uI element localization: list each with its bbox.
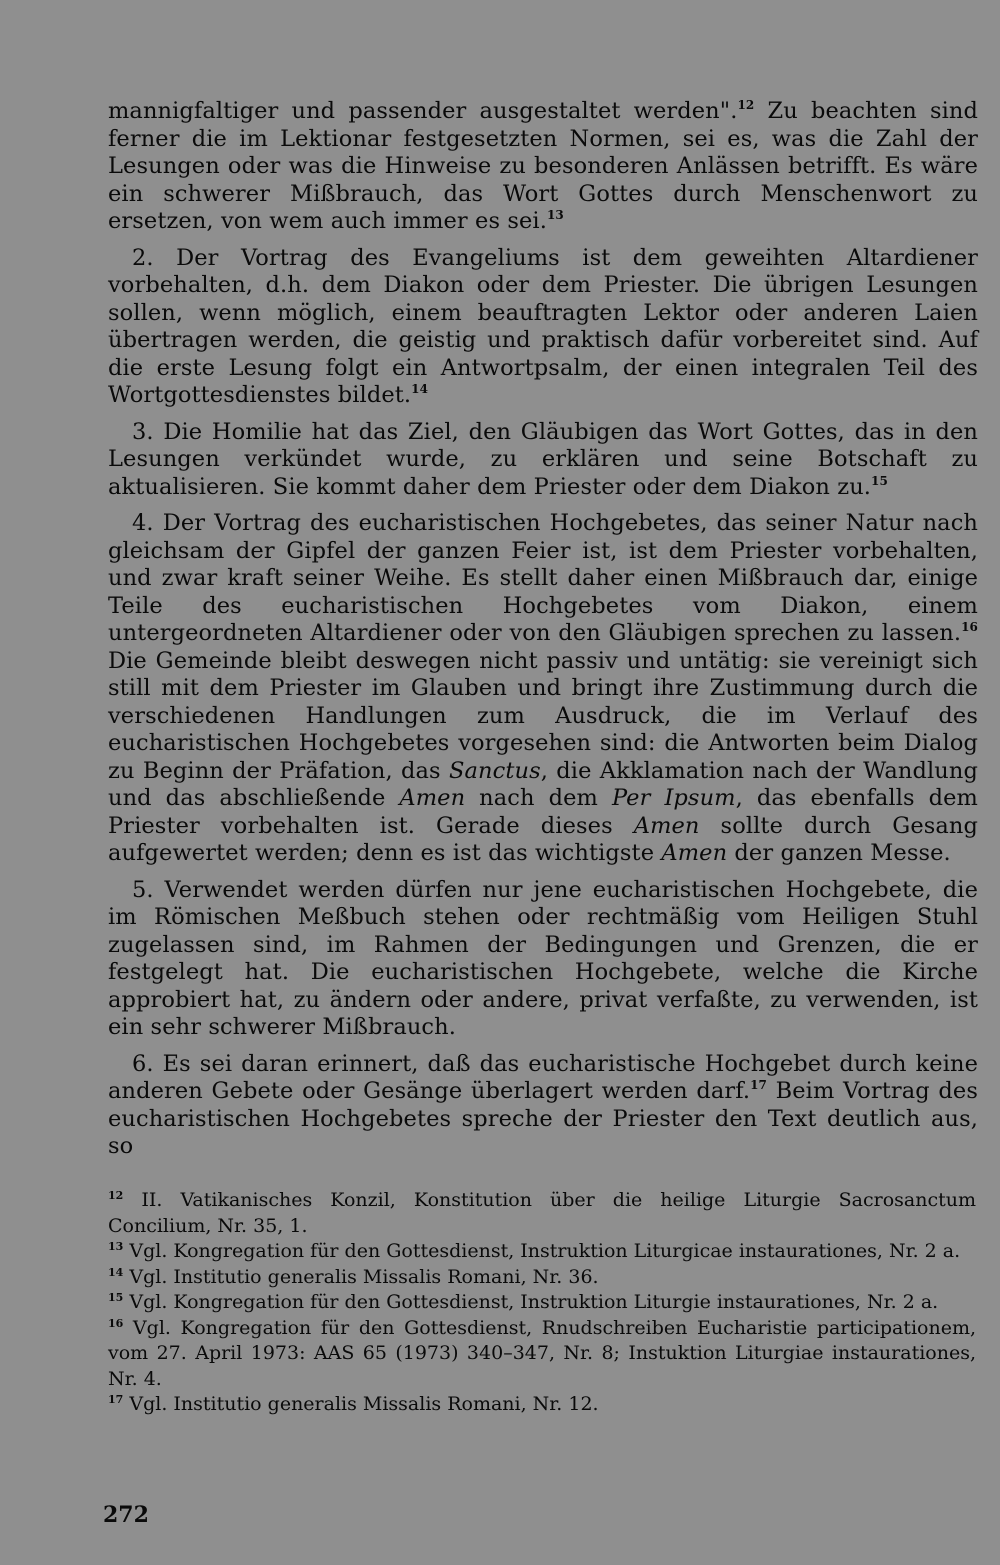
paragraph-5 [108, 877, 978, 1042]
footnote-13 [108, 1239, 976, 1265]
text-span: der ganzen Messe. [727, 840, 951, 866]
text-span: Die Gemeinde bleibt deswegen nicht passiv und untätig: sie vereinigt sich still mit dem Priester im Glauben und bringt ihre Zustimmung durch die verschiedenen Handlungen zum Ausdruck, die im Verlauf des eucharistischen Hochgebetes vorgesehen sind: die Antworten beim Dialog zu Beginn der Präfation, das [108, 647, 978, 784]
text-span: Beim Vortrag des eucharistischen Hochgebetes spreche der Priester den Text deutlich aus, so [108, 1078, 978, 1159]
footnote-ref[interactable]: 13 [546, 208, 564, 222]
page-number: 272 [103, 1502, 149, 1528]
footnote-text: Vgl. Kongregation für den Gottesdienst, Instruktion Liturgicae instaurationes, Nr. 2 a. [123, 1240, 961, 1262]
paragraph-3 [108, 419, 978, 502]
text-span: Zu beachten sind ferner die im Lektionar festgesetzten Normen, sei es, was die Zahl der Lesungen oder was die Hinweise zu besonderen Anlässen betrifft. Es wäre ein schwerer Mißbrauch, das Wort Gottes durch Menschenwort zu ersetzen, von wem auch immer es sei. [108, 98, 978, 234]
footnote-text: II. Vatikanisches Konzil, Konstitution über die heilige Liturgie Sacrosanctum Concilium, Nr. 35, 1. [108, 1189, 976, 1237]
footnote-16 [108, 1316, 976, 1393]
footnote-number: 12 [108, 1189, 124, 1202]
text-span: sollte durch Gesang aufgewertet werden; denn es ist das wichtigste [108, 812, 978, 866]
text-span: mannigfaltiger und passender ausgestaltet werden". [108, 98, 738, 124]
footnote-14 [108, 1265, 976, 1291]
text-span: , das ebenfalls dem Priester vorbehalten ist. Gerade dieses [108, 785, 978, 839]
main-text [108, 98, 978, 1161]
italic-term: Amen [661, 840, 728, 866]
italic-term: Amen [399, 785, 466, 811]
footnote-text: Vgl. Institutio generalis Missalis Romani, Nr. 12. [123, 1393, 599, 1415]
footnote-12 [108, 1188, 976, 1239]
text-span: 4. Der Vortrag des eucharistischen Hochgebetes, das seiner Natur nach gleichsam der Gipfel der ganzen Feier ist, ist dem Priester vorbehalten, und zwar kraft seiner Weihe. Es stellt daher einen Mißbrauch dar, einige Teile des eucharistischen Hochgebetes vom Diakon, einem untergeordneten Altardiener oder von den Gläubigen sprechen zu lassen. [108, 510, 978, 646]
text-span: 2. Der Vortrag des Evangeliums ist dem geweihten Altardiener vorbehalten, d.h. dem Diakon oder dem Priester. Die übrigen Lesungen sollen, wenn möglich, einem beauftragten Lektor oder anderen Laien übertragen werden, die geistig und praktisch dafür vorbereitet sind. Auf die erste Lesung folgt ein Antwortpsalm, der einen integralen Teil des Wortgottesdienstes bildet. [108, 244, 978, 408]
footnote-number: 14 [108, 1265, 124, 1279]
footnote-number: 16 [108, 1316, 124, 1330]
footnote-ref[interactable]: 16 [961, 620, 978, 634]
footnote-17 [108, 1392, 976, 1418]
footnote-ref[interactable]: 12 [737, 98, 755, 112]
italic-term: Sanctus [449, 757, 541, 784]
text-span: 3. Die Homilie hat das Ziel, den Gläubigen das Wort Gottes, das in den Lesungen verkündet wurde, zu erklären und seine Botschaft zu aktualisieren. Sie kommt daher dem Priester oder dem Diakon zu. [108, 418, 978, 500]
footnote-number: 15 [108, 1291, 124, 1304]
footnote-text: Vgl. Institutio generalis Missalis Romani, Nr. 36. [123, 1265, 599, 1288]
footnote-number: 13 [108, 1240, 124, 1253]
italic-term: Amen [633, 812, 700, 839]
footnote-ref[interactable]: 15 [871, 473, 888, 488]
paragraph-4 [108, 510, 978, 868]
footnote-15 [108, 1290, 976, 1316]
footnote-number: 17 [108, 1393, 124, 1406]
text-span: 6. Es sei daran erinnert, daß das eucharistische Hochgebet durch keine anderen Gebete oder Gesänge überlagert werden darf. [108, 1050, 978, 1104]
footnote-text: Vgl. Kongregation für den Gottesdienst, Instruktion Liturgie instaurationes, Nr. 2 a. [123, 1291, 939, 1313]
footnote-ref[interactable]: 14 [411, 382, 429, 396]
italic-term: Per Ipsum [611, 785, 736, 811]
paragraph-continuation [108, 98, 978, 236]
paragraph-6 [108, 1051, 978, 1161]
footnote-text: Vgl. Kongregation für den Gottesdienst, Rnudschreiben Eucharistie participationem, vom 27. April 1973: AAS 65 (1973) 340–347, Nr. 8; Instuktion Liturgiae instaurationes, Nr. 4. [108, 1316, 976, 1390]
paragraph-2 [108, 245, 978, 410]
footnotes [108, 1188, 976, 1418]
text-span: , die Akklamation nach der Wandlung und das abschließende [108, 757, 978, 811]
text-span: nach dem [465, 785, 612, 811]
footnote-ref[interactable]: 17 [750, 1078, 767, 1092]
text-span: 5. Verwendet werden dürfen nur jene eucharistischen Hochgebete, die im Römischen Meßbuch stehen oder rechtmäßig vom Heiligen Stuhl zugelassen sind, im Rahmen der Bedingungen und Grenzen, die er festgelegt hat. Die eucharistischen Hochgebete, welche die Kirche approbiert hat, zu ändern oder andere, privat verfaßte, zu verwenden, ist ein sehr schwerer Mißbrauch. [108, 876, 978, 1040]
